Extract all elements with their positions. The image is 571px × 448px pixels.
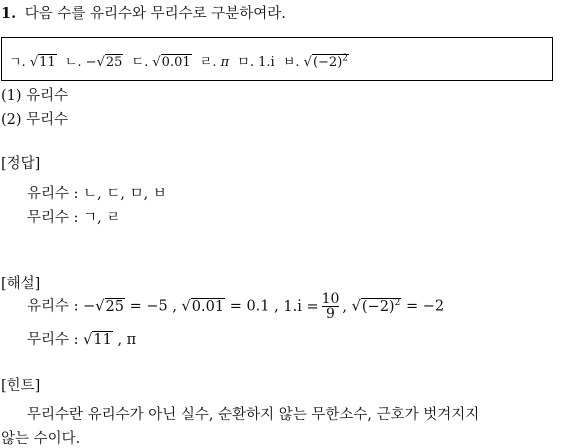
choice-label: ㄹ. [199,55,217,70]
choice-label: ㅁ. [237,55,254,70]
result: = −5 , [129,298,177,315]
choice-label: ㄷ. [131,55,149,70]
choice-e [237,55,279,70]
exponent: 2 [342,53,349,64]
fraction [322,292,340,321]
choice-sign: − [85,55,97,70]
choice-f: ㅂ. $√(-2)^2$ [282,53,349,70]
choice-a: ㄱ. √11 [9,55,56,70]
question-number: 1. [1,5,17,22]
radicand: 11 [93,332,112,348]
part-2: (2) 무리수 [1,112,69,128]
choice-radicand: 11 [39,55,56,70]
choice-radicand: 0.01 [161,55,191,70]
answer-irrational: 무리수 : ㄱ, ㄹ [27,210,121,226]
radicand-base: (−2) [312,55,343,70]
choice-b: ㄴ. −√25 [64,55,123,70]
irrational-label: 무리수 : [27,332,79,348]
radicand: 0.01 [191,298,225,315]
choice-value: π [220,55,230,70]
explanation-header: [해설] [1,276,41,292]
choice-label: ㅂ. [282,55,300,70]
hint-line-2: 않는 수이다. [1,431,81,447]
choices-row [9,51,353,70]
denominator: 9 [322,306,340,321]
separator: , [342,298,348,315]
choices-box [1,37,553,81]
explanation-rational-line [27,292,444,321]
choice-value: 1.i̇ [258,55,275,70]
expr-1: −√25 = −5 , [83,298,177,315]
lhs: 1.i̇ = [283,298,319,315]
hint-line-1: 무리수란 유리수가 아닌 실수, 순환하지 않는 무한소수, 근호가 벗겨지지 [27,407,480,423]
choice-label: ㄱ. [9,55,26,70]
exponent: 2 [394,297,401,308]
question-title [1,2,286,23]
result: = −2 [405,298,445,315]
answer-rational: 유리수 : ㄴ, ㄷ, ㅁ, ㅂ [27,186,167,202]
explanation-irrational-line: 무리수 : √11 , π [27,332,137,348]
numerator: 10 [321,291,340,307]
choice-label: ㄴ. [64,55,82,70]
question-text: 다음 수를 유리수와 무리수로 구분하여라. [24,6,286,22]
hint-header: [힌트] [1,378,41,394]
expr-2: √0.01 = 0.1 , [181,298,279,315]
part-1: (1) 유리수 [1,88,69,104]
choice-c: ㄷ. √0.01 [131,55,191,70]
choice-radicand [312,54,349,70]
radicand: 25 [105,298,124,315]
rational-label: 유리수 : [27,298,79,315]
choice-d [200,55,234,70]
expr-4: $√(-2)^2 = -2$ [351,297,445,315]
expr-3 [283,291,348,322]
result: = 0.1 , [229,298,279,315]
choice-radicand: 25 [105,55,123,70]
radicand-base: (−2) [361,298,395,315]
radicand [361,298,401,315]
tail: , π [117,332,137,348]
answer-header: [정답] [1,156,41,172]
